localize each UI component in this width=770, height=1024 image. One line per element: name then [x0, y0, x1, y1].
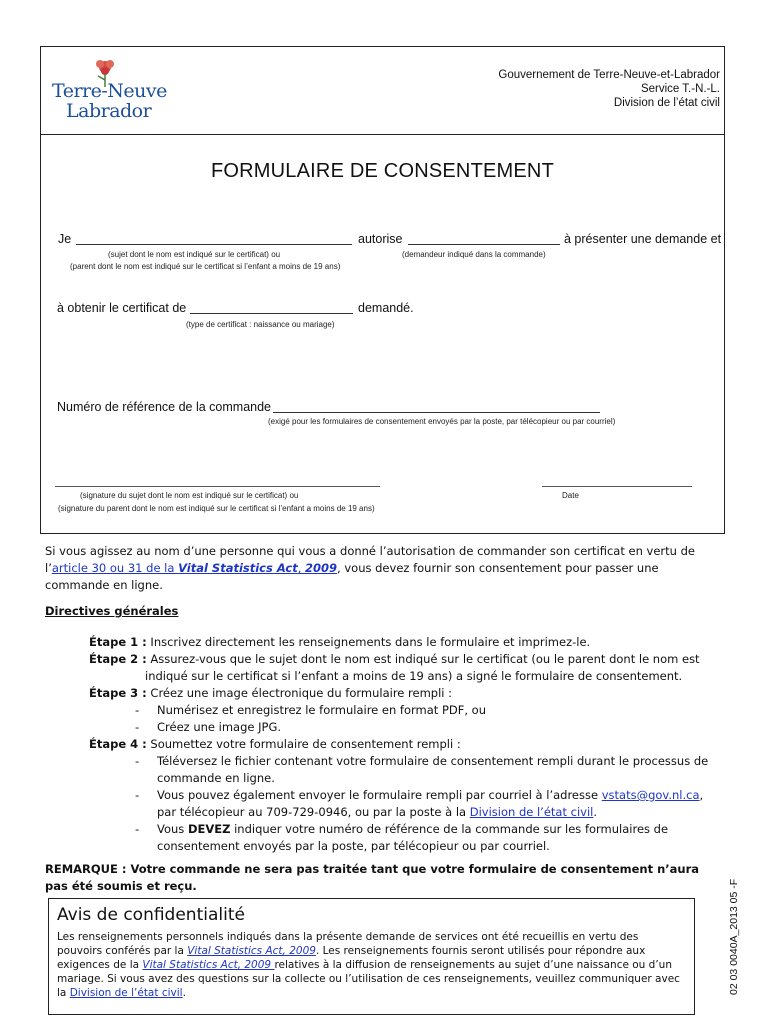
step-4-bullet-2 [135, 787, 709, 821]
step-3-label: Étape 3 : [89, 686, 147, 700]
gov-line-2: Service T.-N.-L. [640, 83, 720, 95]
hint-date: Date [562, 491, 579, 500]
act-link[interactable]: Vital Statistics Act [178, 561, 298, 575]
step-4-b3-text-1: Vous [157, 822, 188, 836]
step-3-bullets [89, 702, 709, 736]
hint-applicant: (demandeur indiqué dans la commande) [402, 250, 546, 259]
article-link[interactable]: article 30 ou 31 de la [51, 561, 179, 575]
step-3-text: Créez une image électronique du formulaire rempli : [146, 686, 453, 700]
directives-steps [89, 634, 709, 855]
intro-paragraph [45, 543, 715, 594]
step-3-bullet-2: - Créez une image JPG. [135, 719, 709, 736]
hint-certificate-type: (type de certificat : naissance ou mariage) [186, 320, 335, 329]
applicant-name-field[interactable] [408, 233, 560, 245]
hint-subject-1: (sujet dont le nom est indiqué sur le certificat) ou [108, 250, 281, 259]
email-link[interactable]: vstats@gov.nl.ca [601, 788, 700, 802]
step-2-text: Assurez-vous que le sujet dont le nom est indiqué sur le certificat (ou le parent dont le nom est indiqué sur le certificat si l’enfant a moins de 19 ans) a signé le formulaire de consentement. [145, 652, 700, 683]
step-4-label: Étape 4 : [89, 737, 147, 751]
directives-heading: Directives générales [45, 604, 179, 618]
logo [52, 58, 167, 124]
privacy-text-1: Les renseignements personnels indiqués dans la présente demande de services ont été recueillis en vertu des pouvoirs conférés par la [57, 931, 639, 957]
reference-label: Numéro de référence de la commande [57, 400, 272, 414]
step-2-label: Étape 2 : [89, 652, 147, 666]
logo-line2: Labrador [66, 100, 152, 122]
step-4-b2-text-3: . [593, 805, 597, 819]
remarque-note: REMARQUE : Votre commande ne sera pas traitée tant que votre formulaire de consentement n’aura pas été soumis et reçu. [45, 862, 700, 893]
signature-field[interactable] [55, 486, 380, 487]
form-code: 02 03 0040A_2013 05 -F [728, 878, 740, 995]
act-year-link[interactable]: 2009 [305, 561, 338, 575]
privacy-notice-box [48, 898, 695, 1015]
privacy-text-2: . Les renseignements fournis seront utilisés pour répondre aux exigences de la [57, 945, 646, 971]
obtenir-label: à obtenir le certificat de [57, 301, 187, 315]
step-4-bullet-1: - Téléversez le fichier contenant votre formulaire de consentement rempli durant le processus de commande en ligne. [135, 753, 709, 787]
date-field[interactable] [542, 486, 692, 487]
privacy-text [57, 930, 686, 1000]
privacy-title: Avis de confidentialité [57, 905, 245, 925]
step-3 [89, 685, 709, 702]
demande-label: demandé. [358, 301, 414, 315]
hint-signature-2: (signature du parent dont le nom est indiqué sur le certificat si l’enfant a moins de 19 ans) [58, 504, 375, 513]
step-3-bullet-1: - Numérisez et enregistrez le formulaire en format PDF, ou [135, 702, 709, 719]
autorise-label: autorise [358, 232, 403, 246]
hint-signature-1: (signature du sujet dont le nom est indiqué sur le certificat) ou [80, 491, 299, 500]
step-1 [89, 634, 709, 651]
privacy-text-4: . [182, 987, 186, 999]
logo-line1: Terre-Neuve [52, 80, 167, 102]
reference-number-field[interactable] [273, 401, 600, 413]
step-4-b2-text-2: , par télécopieur au 709-729-0946, ou par la poste à la [157, 788, 704, 819]
privacy-division-link[interactable]: Division de l’état civil [69, 987, 183, 999]
step-4 [89, 736, 709, 753]
hint-reference: (exigé pour les formulaires de consentement envoyés par la poste, par télécopieur ou par courriel) [268, 417, 616, 426]
subject-name-field[interactable] [76, 233, 352, 245]
gov-line-1: Gouvernement de Terre-Neuve-et-Labrador [498, 69, 720, 81]
intro-text-2: , vous devez fournir son consentement pour passer une commande en ligne. [45, 561, 659, 592]
gov-line-3: Division de l’état civil [613, 97, 720, 109]
step-4-bullets [89, 753, 709, 855]
act-link-comma[interactable]: , [297, 561, 306, 575]
step-4-b2-text-1: Vous pouvez également envoyer le formulaire rempli par courriel à l’adresse [157, 788, 602, 802]
step-1-label: Étape 1 : [89, 635, 147, 649]
step-4-b3-bold: DEVEZ [187, 822, 231, 836]
step-2 [89, 651, 709, 685]
header-divider [40, 134, 725, 135]
je-label: Je [58, 232, 72, 246]
division-link[interactable]: Division de l’état civil [469, 805, 594, 819]
privacy-act-link-2[interactable]: Vital Statistics Act, 2009 [142, 959, 275, 971]
form-title: FORMULAIRE DE CONSENTEMENT [210, 160, 554, 182]
privacy-text-3: relatives à la diffusion de renseignements au sujet d’une naissance ou d’un mariage. Si vous avez des questions sur la collecte ou l’utilisation de ces renseignements, veuillez communiquer avec la [57, 959, 680, 999]
government-header [498, 68, 720, 110]
step-4-text: Soumettez votre formulaire de consentement rempli : [146, 737, 461, 751]
step-4-b3-text-2: indiquer votre numéro de référence de la commande sur les formulaires de consentement envoyés par la poste, par télécopieur ou par courriel. [157, 822, 669, 853]
step-4-bullet-3 [135, 821, 709, 855]
hint-subject-2: (parent dont le nom est indiqué sur le certificat si l’enfant a moins de 19 ans) [70, 262, 341, 271]
intro-text-1: Si vous agissez au nom d’une personne qui vous a donné l’autorisation de commander son certificat en vertu de l’ [45, 544, 695, 575]
certificate-type-field[interactable] [190, 302, 353, 314]
step-1-text: Inscrivez directement les renseignements dans le formulaire et imprimez-le. [146, 635, 591, 649]
privacy-act-link-1[interactable]: Vital Statistics Act, 2009 [187, 945, 316, 957]
presenter-label: à présenter une demande et [564, 232, 722, 246]
